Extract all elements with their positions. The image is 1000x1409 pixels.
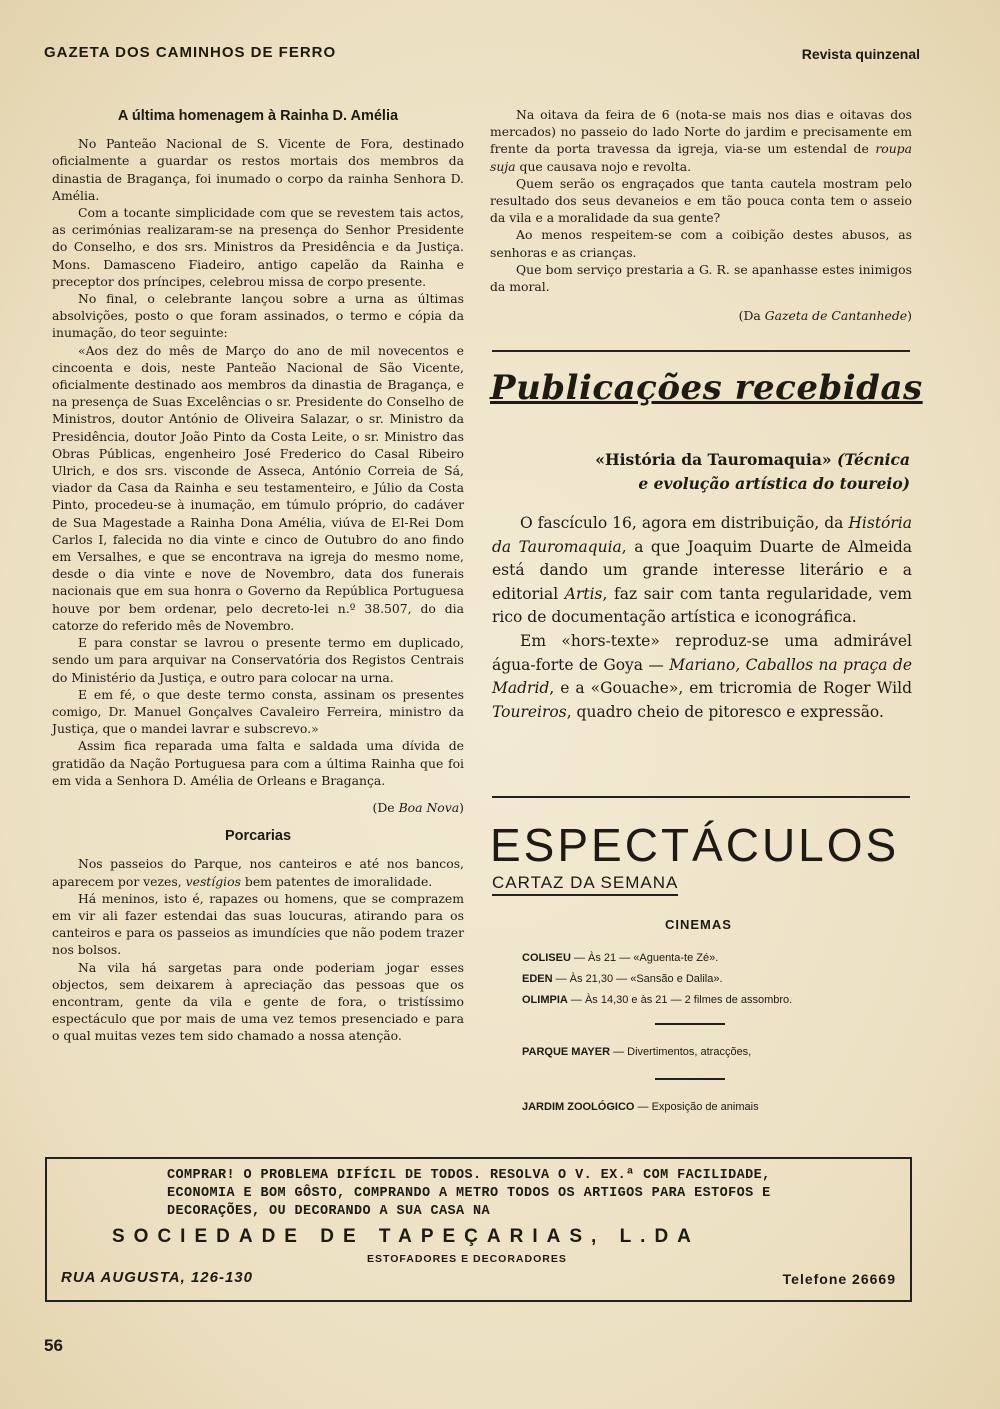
text: , e a «Gouache», em tricromia de Roger Wild <box>549 679 912 698</box>
divider <box>492 796 910 798</box>
cinemas-heading: CINEMAS <box>665 917 732 932</box>
paragraph <box>492 630 912 724</box>
venue-info: — Às 14,30 e às 21 — 2 filmes de assombro. <box>567 994 793 1006</box>
publicacoes-heading: Publicações recebidas <box>490 368 923 408</box>
article-title-amelia: A última homenagem à Rainha D. Amélia <box>117 108 399 124</box>
jardim-zoologico <box>522 1101 759 1113</box>
paragraph <box>490 106 912 175</box>
source-boa-nova <box>52 799 464 816</box>
cinemas-list <box>522 948 792 1011</box>
text-emphasis: roupa suja <box>490 141 912 174</box>
paragraph: Ao menos respeitem-se com a coibição destes abusos, as senhoras e as crianças. <box>490 227 912 260</box>
paragraph: Na vila há sargetas para onde poderiam jogar esses objectos, sem deixarem à apreciação das pessoas que os encontram, gente da vila e gente de fora, o tristíssimo espectáculo que por mais de uma vez temos presenciado e para o qual muitas vezes tem sido chamado a nossa atenção. <box>52 959 464 1044</box>
text: bem patentes de imoralidade. <box>240 873 433 889</box>
paragraph: Há meninos, isto é, rapazes ou homens, que se comprazem em vir ali fazer estendai das suas loucuras, atirando para os canteiros e para os passeios as imundícies que não podem trazer nos bolsos. <box>52 890 464 958</box>
paragraph <box>492 512 912 630</box>
source-suffix: ) <box>459 799 464 815</box>
list-item <box>522 969 792 990</box>
paragraph: No Panteão Nacional de S. Vicente de Fora, destinado oficialmente a guardar os restos mortais dos membros da dinastia de Bragança, foi inumado o corpo da rainha Senhora D. Amélia. <box>52 136 464 203</box>
text-emphasis: Artis <box>564 584 603 603</box>
divider <box>655 1078 725 1080</box>
text-emphasis: Mariano, Caballos na praça de Madrid <box>492 655 912 698</box>
text-emphasis: Toureiros <box>492 702 567 721</box>
espectaculos-heading: ESPECTÁCULOS <box>490 819 900 871</box>
book-subtitle: (Técnica <box>836 450 910 469</box>
paragraph: E para constar se lavrou o presente termo em duplicado, sendo um para arquivar na Conservatória dos Registos Centrais do Ministério da Justiça, e outro para colocar na urna. <box>52 635 464 685</box>
ad-tagline: ESTOFADORES E DECORADORES <box>367 1253 567 1265</box>
espectaculos-subheading: CARTAZ DA SEMANA <box>492 873 678 896</box>
paragraph: Assim fica reparada uma falta e saldada uma dívida de gratidão da Nação Portuguesa para com a última Rainha que foi em vida a Senhora D. Amélia de Orleans e Bragança. <box>52 738 464 788</box>
venue-info: — Exposição de animais <box>634 1101 759 1113</box>
book-title: «História da Tauromaquia» <box>595 450 832 469</box>
text: , quadro cheio de pitoresco e expressão. <box>566 702 884 721</box>
left-column <box>52 108 464 1045</box>
venue-name: OLIMPIA <box>522 994 568 1006</box>
paragraph: Com a tocante simplicidade com que se revestem tais actos, as cerimónias realizaram-se na presença do Senhor Presidente do Conselho, e dos srs. Ministros da Presidência e da Justiça. Mons. Damasceno Fiadeiro, antigo capelão da Rainha e preceptor dos príncipes, celebrou missa de corpo presente. <box>52 205 464 289</box>
text: Em «hors-texte» reproduz-se uma admirável água-forte de Goya — <box>492 631 912 674</box>
venue-name: PARQUE MAYER <box>522 1046 611 1058</box>
source-prefix: (De <box>372 799 399 815</box>
list-item <box>522 990 792 1011</box>
source-prefix: (Da <box>738 308 765 324</box>
header-subtitle: Revista quinzenal <box>801 46 920 62</box>
ad-phone: Telefone 26669 <box>782 1271 896 1287</box>
book-heading <box>595 448 910 496</box>
publicacoes-body <box>492 512 912 724</box>
paragraph <box>52 855 464 889</box>
list-item <box>522 948 792 969</box>
text: que causava nojo e revolta. <box>515 158 692 174</box>
venue-name: JARDIM ZOOLÓGICO <box>522 1101 635 1113</box>
article-title-porcarias: Porcarias <box>224 828 292 845</box>
right-column-top <box>490 106 912 324</box>
ad-company: SOCIEDADE DE TAPEÇARIAS, L.DA <box>112 1226 700 1247</box>
text: , a que Joaquim Duarte de Almeida está dando um grande interesse literário e a editorial <box>492 537 912 603</box>
text-emphasis: vestígios <box>185 873 241 889</box>
book-subtitle: e evolução artística do toureio) <box>638 474 910 493</box>
source-gazeta-cantanhede <box>490 307 912 324</box>
parque-mayer <box>522 1046 751 1058</box>
source-name: Gazeta de Cantanhede <box>764 308 908 324</box>
ad-address: RUA AUGUSTA, 126-130 <box>61 1269 253 1286</box>
paragraph: «Aos dez do mês de Março do ano de mil novecentos e cincoenta e dois, neste Panteão Nacional de São Vicente, oficialmente destinado aos membros da dinastia de Bragança, e na presença de Suas Excelências o sr. Presidente do Conselho de Ministros, doutor António de Oliveira Salazar, o sr. Ministro da Presidência, doutor João Pinto da Costa Leite, o sr. Ministro das Obras Públicas, engenheiro José Frederico do Casal Ribeiro Ulrich, e dos srs. visconde de Asseca, António Correia de Sá, viador da Casa da Rainha e seu testamenteiro, e Júlio da Costa Pinto, procedeu-se à inumação, em túmulo próprio, do cadáver de Sua Magestade a Rainha Dona Amélia, viúva de El-Rei Dom Carlos I, falecida no dia vinte e cinco de Outubro do ano findo em Versalhes, e que se encontrava na igreja do mesmo nome, desde o dia vinte e nove de Novembro, data dos funerais nacionais que em sua honra o Governo da República Portuguesa houve por bem ordenar, pelo decreto-lei n.º 38.507, do dia catorze do referido mês de Novembro. <box>52 342 464 633</box>
paragraph: No final, o celebrante lançou sobre a urna as últimas absolvições, posto o que foram assinados, o termo e cópia da inumação, do teor seguinte: <box>52 291 464 341</box>
paragraph: Que bom serviço prestaria a G. R. se apanhasse estes inimigos da moral. <box>490 261 912 295</box>
paragraph: Quem serão os engraçados que tanta cautela mostram pelo resultado dos seus devaneios e em tão pouca conta tem o asseio da vila e a moralidade da sua gente? <box>490 175 912 226</box>
text: Na oitava da feira de 6 (nota-se mais nos dias e oitavas dos mercados) no passeio do lado Norte do jardim e precisamente em frente da porta travessa da igreja, via-se um estendal de <box>490 107 912 157</box>
source-suffix: ) <box>907 308 912 324</box>
advertisement <box>45 1157 912 1302</box>
ad-text: COMPRAR! O PROBLEMA DIFÍCIL DE TODOS. RESOLVA O V. EX.ª COM FACILIDADE, ECONOMIA E BOM GÔSTO, COMPRANDO A METRO TODOS OS ARTIGOS PARA ESTOFOS E DECORAÇÕES, OU DECORANDO A SUA CASA NA <box>167 1168 771 1219</box>
text: , faz sair com tanta regularidade, vem rico de documentação artística e iconográfica. <box>492 584 912 627</box>
source-name: Boa Nova <box>398 799 460 815</box>
page-number: 56 <box>44 1336 63 1355</box>
divider <box>655 1023 725 1025</box>
venue-name: EDEN <box>522 973 553 985</box>
divider <box>492 350 910 352</box>
venue-info: — Divertimentos, atracções, <box>610 1046 752 1058</box>
text: O fascículo 16, agora em distribuição, da <box>520 514 849 532</box>
text-emphasis: História da Tauromaquia <box>492 514 912 556</box>
venue-info: — Às 21 — «Aguenta-te Zé». <box>570 952 719 964</box>
venue-info: — Às 21,30 — «Sansão e Dalila». <box>552 973 723 985</box>
venue-name: COLISEU <box>522 952 571 964</box>
paragraph: E em fé, o que deste termo consta, assinam os presentes comigo, Dr. Manuel Gonçalves Cavaleiro Ferreira, ministro da Justiça, que o mandei lavrar e subscrevo.» <box>52 686 464 737</box>
text: Nos passeios do Parque, nos canteiros e até nos bancos, aparecem por vezes, <box>52 856 464 889</box>
header-title: GAZETA DOS CAMINHOS DE FERRO <box>44 44 337 61</box>
